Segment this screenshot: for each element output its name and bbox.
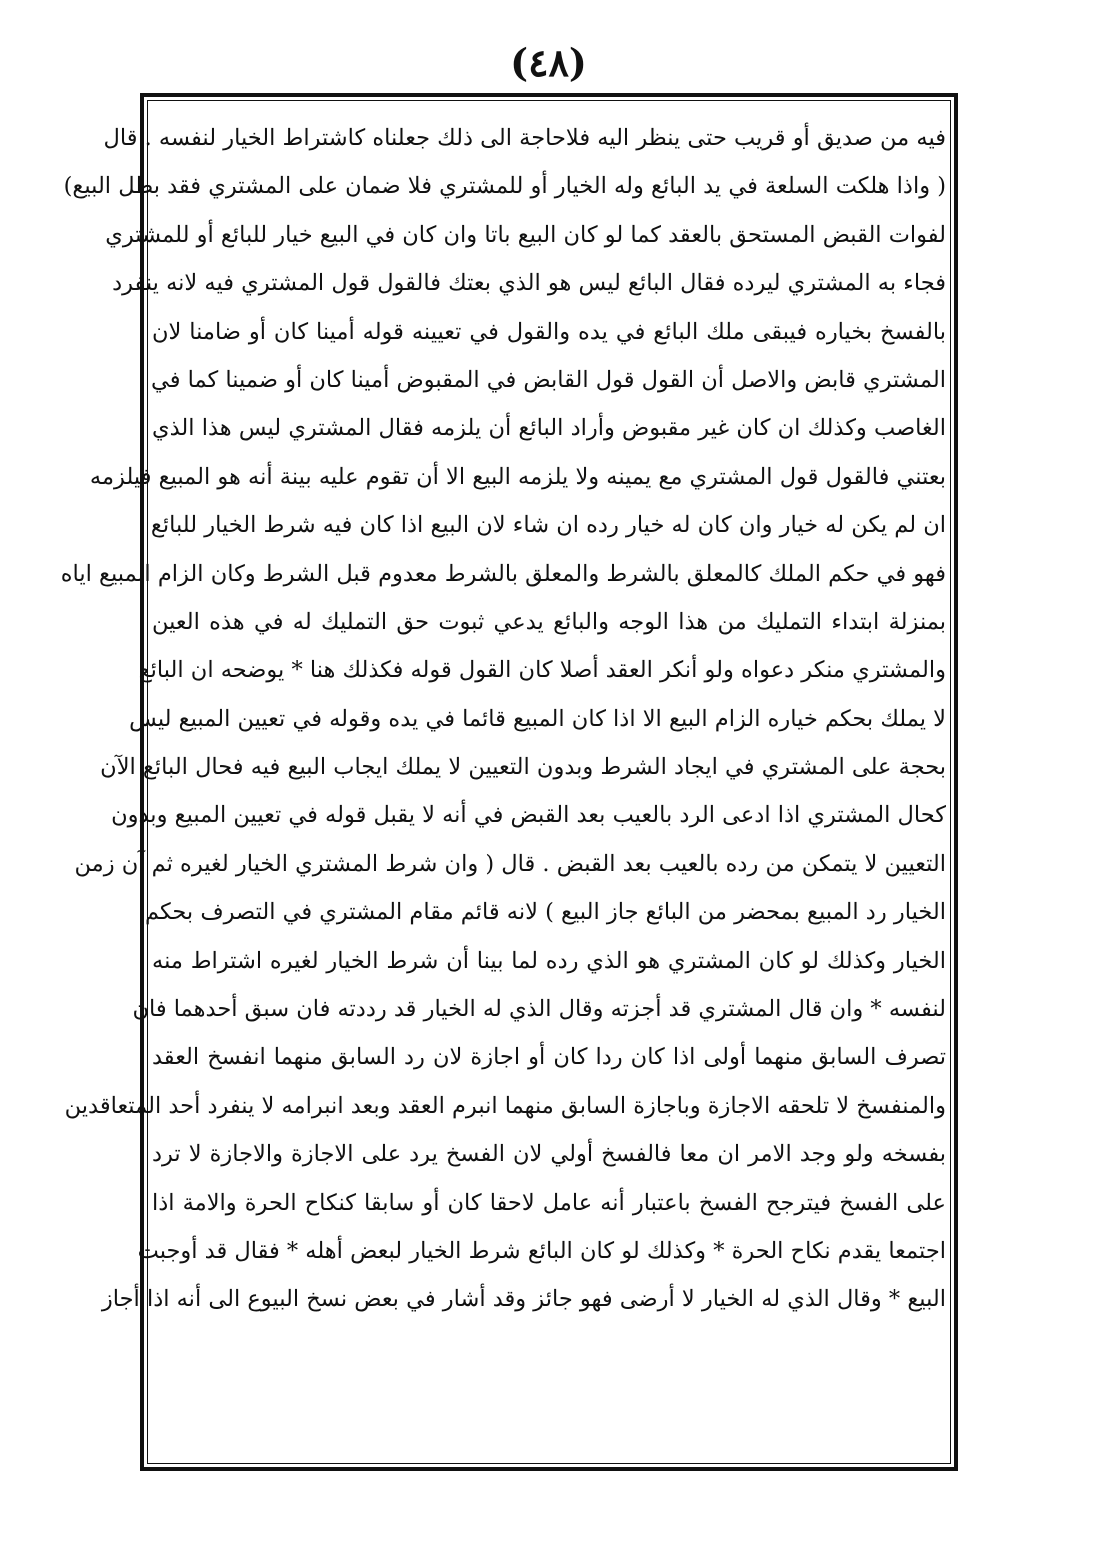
text-line: والمشتري منكر دعواه ولو أنكر العقد أصلا كان القول قوله فكذلك هنا * يوضحه ان البائع xyxy=(138,657,946,684)
text-line: المشتري قابض والاصل أن القول قول القابض في المقبوض أمينا كان أو ضمينا كما في xyxy=(151,366,946,393)
text-line: والمنفسخ لا تلحقه الاجازة وباجازة السابق منهما انبرم العقد وبعد انبرامه لا ينفرد أحد المتعاقدين xyxy=(64,1092,946,1119)
text-line: بالفسخ بخياره فيبقى ملك البائع في يده والقول في تعيينه قوله أمينا كان أو ضامنا لان xyxy=(152,318,946,345)
text-body xyxy=(60,114,946,1454)
text-line: البيع * وقال الذي له الخيار لا أرضى فهو جائز وقد أشار في بعض نسخ البيوع الى أنه اذا أجاز xyxy=(101,1286,946,1313)
text-line: على الفسخ فيترجح الفسخ باعتبار أنه عامل لاحقا كان أو سابقا كنكاح الحرة والامة اذا xyxy=(152,1189,946,1216)
text-line: بفسخه ولو وجد الامر ان معا فالفسخ أولي لان الفسخ يرد على الاجازة والاجازة لا ترد xyxy=(152,1141,946,1168)
text-line: ( واذا هلكت السلعة في يد البائع وله الخيار أو للمشتري فلا ضمان على المشتري فقد بطل البيع) xyxy=(63,173,946,200)
text-line: فيه من صديق أو قريب حتى ينظر اليه فلاحاجة الى ذلك جعلناه كاشتراط الخيار لنفسه . قال xyxy=(103,125,946,151)
text-line: بعتني فالقول قول المشتري مع يمينه ولا يلزمه البيع الا أن تقوم عليه بينة أنه هو المبيع فيلزمه xyxy=(89,463,946,490)
text-line: بحجة على المشتري في ايجاد الشرط وبدون التعيين لا يملك ايجاب البيع فيه فحال البائع الآن xyxy=(100,754,946,781)
text-line: اجتمعا يقدم نكاح الحرة * وكذلك لو كان البائع شرط الخيار لبعض أهله * فقال قد أوجبت xyxy=(137,1237,946,1264)
text-line: فهو في حكم الملك كالمعلق بالشرط والمعلق بالشرط معدوم قبل الشرط وكان الزام المبيع اياه xyxy=(60,560,946,587)
text-line: لا يملك بحكم خياره الزام البيع الا اذا كان المبيع قائما في يده وقوله في تعيين المبيع ليس xyxy=(129,705,946,732)
text-line: ان لم يكن له خيار وان كان له خيار رده ان شاء لان البيع اذا كان فيه شرط الخيار للبائع xyxy=(150,512,946,539)
text-line: فجاء به المشتري ليرده فقال البائع ليس هو الذي بعتك فالقول قول المشتري فيه لانه ينفرد xyxy=(112,270,946,297)
text-line: تصرف السابق منهما أولى اذا كان ردا كان أو اجازة لان رد السابق منهما انفسخ العقد xyxy=(152,1044,946,1071)
page-number: (٤٨) xyxy=(510,40,587,85)
text-line: الغاصب وكذلك ان كان غير مقبوض وأراد البائع أن يلزمه فقال المشتري ليس هذا الذي xyxy=(152,415,946,442)
text-line: كحال المشتري اذا ادعى الرد بالعيب بعد القبض في أنه لا يقبل قوله في تعيين المبيع وبدون xyxy=(111,802,946,829)
text-line: لفوات القبض المستحق بالعقد كما لو كان البيع باتا وان كان في البيع خيار للبائع أو للمشتري xyxy=(105,221,946,248)
text-line: الخيار رد المبيع بمحضر من البائع جاز البيع ) لانه قائم مقام المشتري في التصرف بحكم xyxy=(144,899,946,926)
text-line: الخيار وكذلك لو كان المشتري هو الذي رده لما بينا أن شرط الخيار لغيره اشتراط منه xyxy=(152,947,946,974)
text-line: لنفسه * وان قال المشتري قد أجزته وقال الذي له الخيار قد رددته فان سبق أحدهما فان xyxy=(132,996,946,1023)
text-line: التعيين لا يتمكن من رده بالعيب بعد القبض . قال ( وان شرط المشتري الخيار لغيره ثم آن زمن xyxy=(74,850,946,877)
text-line: بمنزلة ابتداء التمليك من هذا الوجه والبائع يدعي ثبوت حق التمليك له في هذه العين xyxy=(152,608,946,635)
